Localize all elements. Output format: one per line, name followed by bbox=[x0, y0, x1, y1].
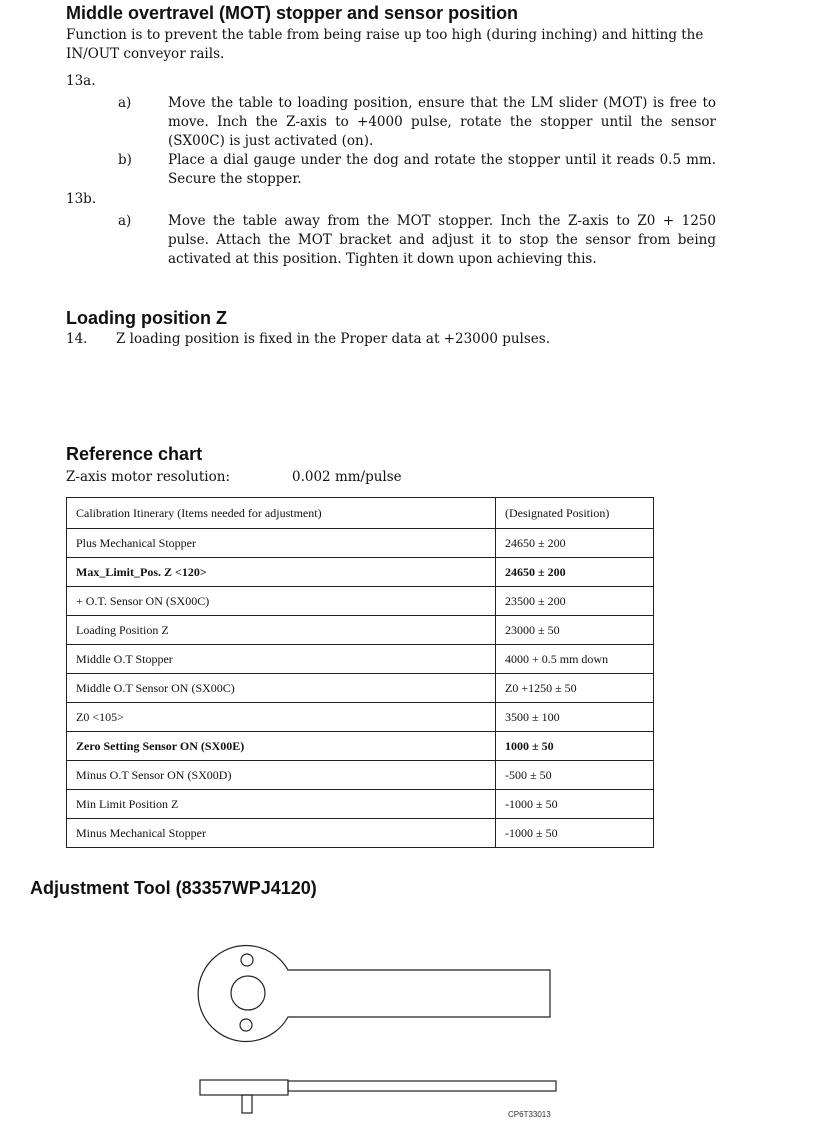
designated-position-cell: 1000 ± 50 bbox=[496, 732, 654, 761]
designated-position-cell: 24650 ± 200 bbox=[496, 558, 654, 587]
figure-code: CP6T33013 bbox=[508, 1110, 551, 1119]
calibration-item-cell: Loading Position Z bbox=[67, 616, 496, 645]
step-14-text: Z loading position is fixed in the Proper data at +23000 pulses. bbox=[116, 331, 551, 347]
tool-side-bar bbox=[288, 1081, 556, 1091]
center-hole bbox=[231, 976, 265, 1010]
calibration-item-cell: Calibration Itinerary (Items needed for adjustment) bbox=[67, 498, 496, 529]
section-title-mot: Middle overtravel (MOT) stopper and sensor position bbox=[66, 3, 519, 23]
section-title-tool: Adjustment Tool (83357WPJ4120) bbox=[30, 878, 317, 898]
designated-position-cell: 23000 ± 50 bbox=[496, 616, 654, 645]
designated-position-cell: Z0 +1250 ± 50 bbox=[496, 674, 654, 703]
calibration-item-cell: Minus Mechanical Stopper bbox=[67, 819, 496, 848]
calibration-item-cell: Plus Mechanical Stopper bbox=[67, 529, 496, 558]
item-text: Move the table to loading position, ensure that the LM slider (MOT) is free to move. Inch the Z-axis to +4000 pulse, rotate the stopper until the sensor (SX00C) is just activated (on). bbox=[168, 95, 716, 149]
calibration-item-cell: Max_Limit_Pos. Z <120> bbox=[67, 558, 496, 587]
section-title-reference: Reference chart bbox=[66, 444, 203, 464]
item-text: Move the table away from the MOT stopper. Inch the Z-axis to Z0 + 1250 pulse. Attach the MOT bracket and adjust it to stop the sensor from being activated at this position. Tighten it down upon achieving this. bbox=[168, 213, 716, 267]
designated-position-cell: 4000 + 0.5 mm down bbox=[496, 645, 654, 674]
resolution-label: Z-axis motor resolution: bbox=[66, 469, 230, 485]
lower-hole bbox=[240, 1019, 252, 1031]
tool-side-head bbox=[200, 1080, 288, 1095]
section-title-loading: Loading position Z bbox=[66, 308, 227, 328]
resolution-value: 0.002 mm/pulse bbox=[292, 469, 402, 485]
step-13b-number: 13b. bbox=[66, 191, 97, 207]
designated-position-cell: -1000 ± 50 bbox=[496, 790, 654, 819]
item-label: b) bbox=[118, 152, 132, 168]
tool-side-peg bbox=[242, 1095, 252, 1113]
item-label: a) bbox=[118, 95, 132, 111]
item-label: a) bbox=[118, 213, 132, 229]
calibration-item-cell: Z0 <105> bbox=[67, 703, 496, 732]
designated-position-cell: 23500 ± 200 bbox=[496, 587, 654, 616]
intro-text: Function is to prevent the table from being raise up too high (during inching) and hitting the IN/OUT conveyor rails. bbox=[66, 27, 704, 62]
designated-position-cell: (Designated Position) bbox=[496, 498, 654, 529]
upper-hole bbox=[241, 954, 253, 966]
calibration-item-cell: Zero Setting Sensor ON (SX00E) bbox=[67, 732, 496, 761]
step-13a-number: 13a. bbox=[66, 73, 96, 89]
designated-position-cell: -1000 ± 50 bbox=[496, 819, 654, 848]
calibration-item-cell: + O.T. Sensor ON (SX00C) bbox=[67, 587, 496, 616]
item-text: Place a dial gauge under the dog and rotate the stopper until it reads 0.5 mm. Secure the stopper. bbox=[168, 152, 716, 187]
calibration-item-cell: Middle O.T Stopper bbox=[67, 645, 496, 674]
calibration-item-cell: Min Limit Position Z bbox=[67, 790, 496, 819]
tool-top-view bbox=[198, 946, 550, 1042]
designated-position-cell: -500 ± 50 bbox=[496, 761, 654, 790]
step-14-number: 14. bbox=[66, 331, 88, 347]
calibration-item-cell: Minus O.T Sensor ON (SX00D) bbox=[67, 761, 496, 790]
designated-position-cell: 3500 ± 100 bbox=[496, 703, 654, 732]
calibration-item-cell: Middle O.T Sensor ON (SX00C) bbox=[67, 674, 496, 703]
designated-position-cell: 24650 ± 200 bbox=[496, 529, 654, 558]
